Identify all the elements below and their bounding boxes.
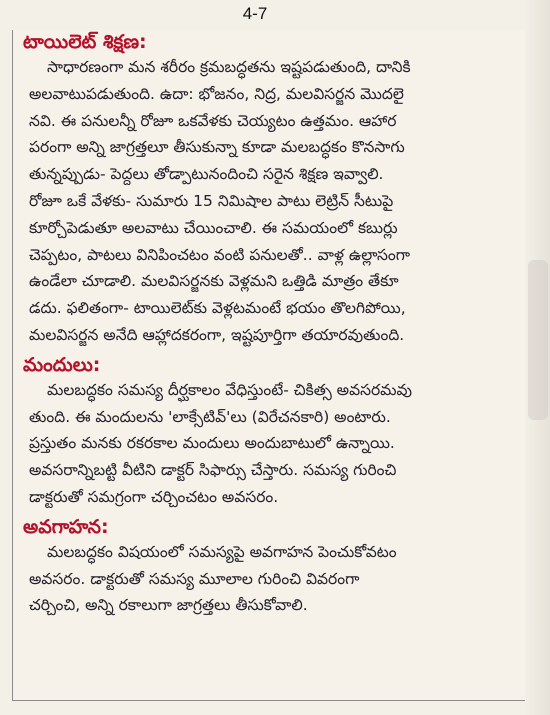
- article-clipping: [12, 30, 525, 701]
- text-line: చర్చించి, అన్ని రకాలుగా జాగ్రత్తలు తీసుకోవాలి.: [29, 596, 308, 615]
- section-heading: అవగాహన:: [23, 515, 109, 538]
- section-awareness: [13, 515, 525, 619]
- text-line: అలవాటుపడుతుంది. ఉదా: భోజనం, నిద్ర, మలవిసర్జన మొదలై: [29, 84, 404, 103]
- text-line: మలబద్ధకం సమస్య దీర్ఘకాలం వేధిస్తుంటే- చికిత్స అవసరమవు: [47, 380, 413, 399]
- section-heading: మందులు:: [23, 353, 101, 376]
- section-heading: టాయిలెట్ శిక్షణ:: [23, 31, 147, 53]
- text-line: తున్నప్పుడు- పెద్దలు తోడ్పాటునందించి సరైన శిక్షణ ఇవ్వాలి.: [29, 165, 384, 184]
- section-body: [13, 377, 525, 511]
- page-number: 4-7: [242, 4, 268, 23]
- text-line: డాక్టరుతో సమగ్రంగా చర్చించటం అవసరం.: [29, 487, 279, 506]
- text-line: మలబద్ధకం విషయంలో సమస్యపై అవగాహన పెంచుకోవటం: [47, 542, 397, 561]
- text-line: సాధారణంగా మన శరీరం క్రమబద్ధతను ఇష్టపడుతుంది, దానికి: [47, 58, 411, 76]
- section-medicines: [13, 353, 525, 511]
- text-line: చెప్పటం, పాటలు వినిపించటం వంటి పనులతో.. వాళ్ల ఉల్లాసంగా: [29, 245, 411, 264]
- text-line: నవి. ఈ పనులన్నీ రోజూ ఒకవేళకు చెయ్యటం ఉత్తమం. ఆహార: [29, 111, 397, 130]
- section-body: [13, 54, 525, 349]
- watermark-mark: [528, 260, 548, 420]
- text-line: తుంది. ఈ మందులను 'లాక్సేటివ్'లు (విరేచనకారి) అంటారు.: [29, 407, 391, 426]
- section-body: [13, 539, 525, 619]
- text-line: అవసరాన్నిబట్టి వీటిని డాక్టర్ సిఫార్సు చేస్తారు. సమస్య గురించి: [29, 461, 397, 480]
- section-toilet-training: [13, 30, 525, 349]
- text-line: ఉండేలా చూడాలి. మలవిసర్జనకు వెళ్లమని ఒత్తిడి మాత్రం తేకూ: [29, 272, 399, 291]
- text-line: ప్రస్తుతం మనకు రకరకాల మందులు అందుబాటులో ఉన్నాయి.: [29, 434, 395, 453]
- text-line: రోజూ ఒకే వేళకు- సుమారు 15 నిమిషాల పాటు లెట్రిన్ సీటుపై: [29, 191, 394, 210]
- text-line: డదు. ఫలితంగా- టాయిలెట్‌కు వెళ్లటమంటే భయం తొలగిపోయి,: [29, 299, 406, 318]
- text-line: పరంగా అన్ని జాగ్రత్తలూ తీసుకున్నా కూడా మలబద్ధకం కొనసాగు: [29, 138, 405, 157]
- text-line: మలవిసర్జన అనేది ఆహ్లాదకరంగా, ఇష్టపూర్తిగా తయారవుతుంది.: [29, 325, 405, 344]
- text-line: కూర్చోపెడుతూ అలవాటు చేయించాలి. ఈ సమయంలో కబుర్లు: [29, 218, 398, 237]
- text-line: అవసరం. డాక్టరుతో సమస్య మూలాల గురించి వివరంగా: [29, 569, 360, 588]
